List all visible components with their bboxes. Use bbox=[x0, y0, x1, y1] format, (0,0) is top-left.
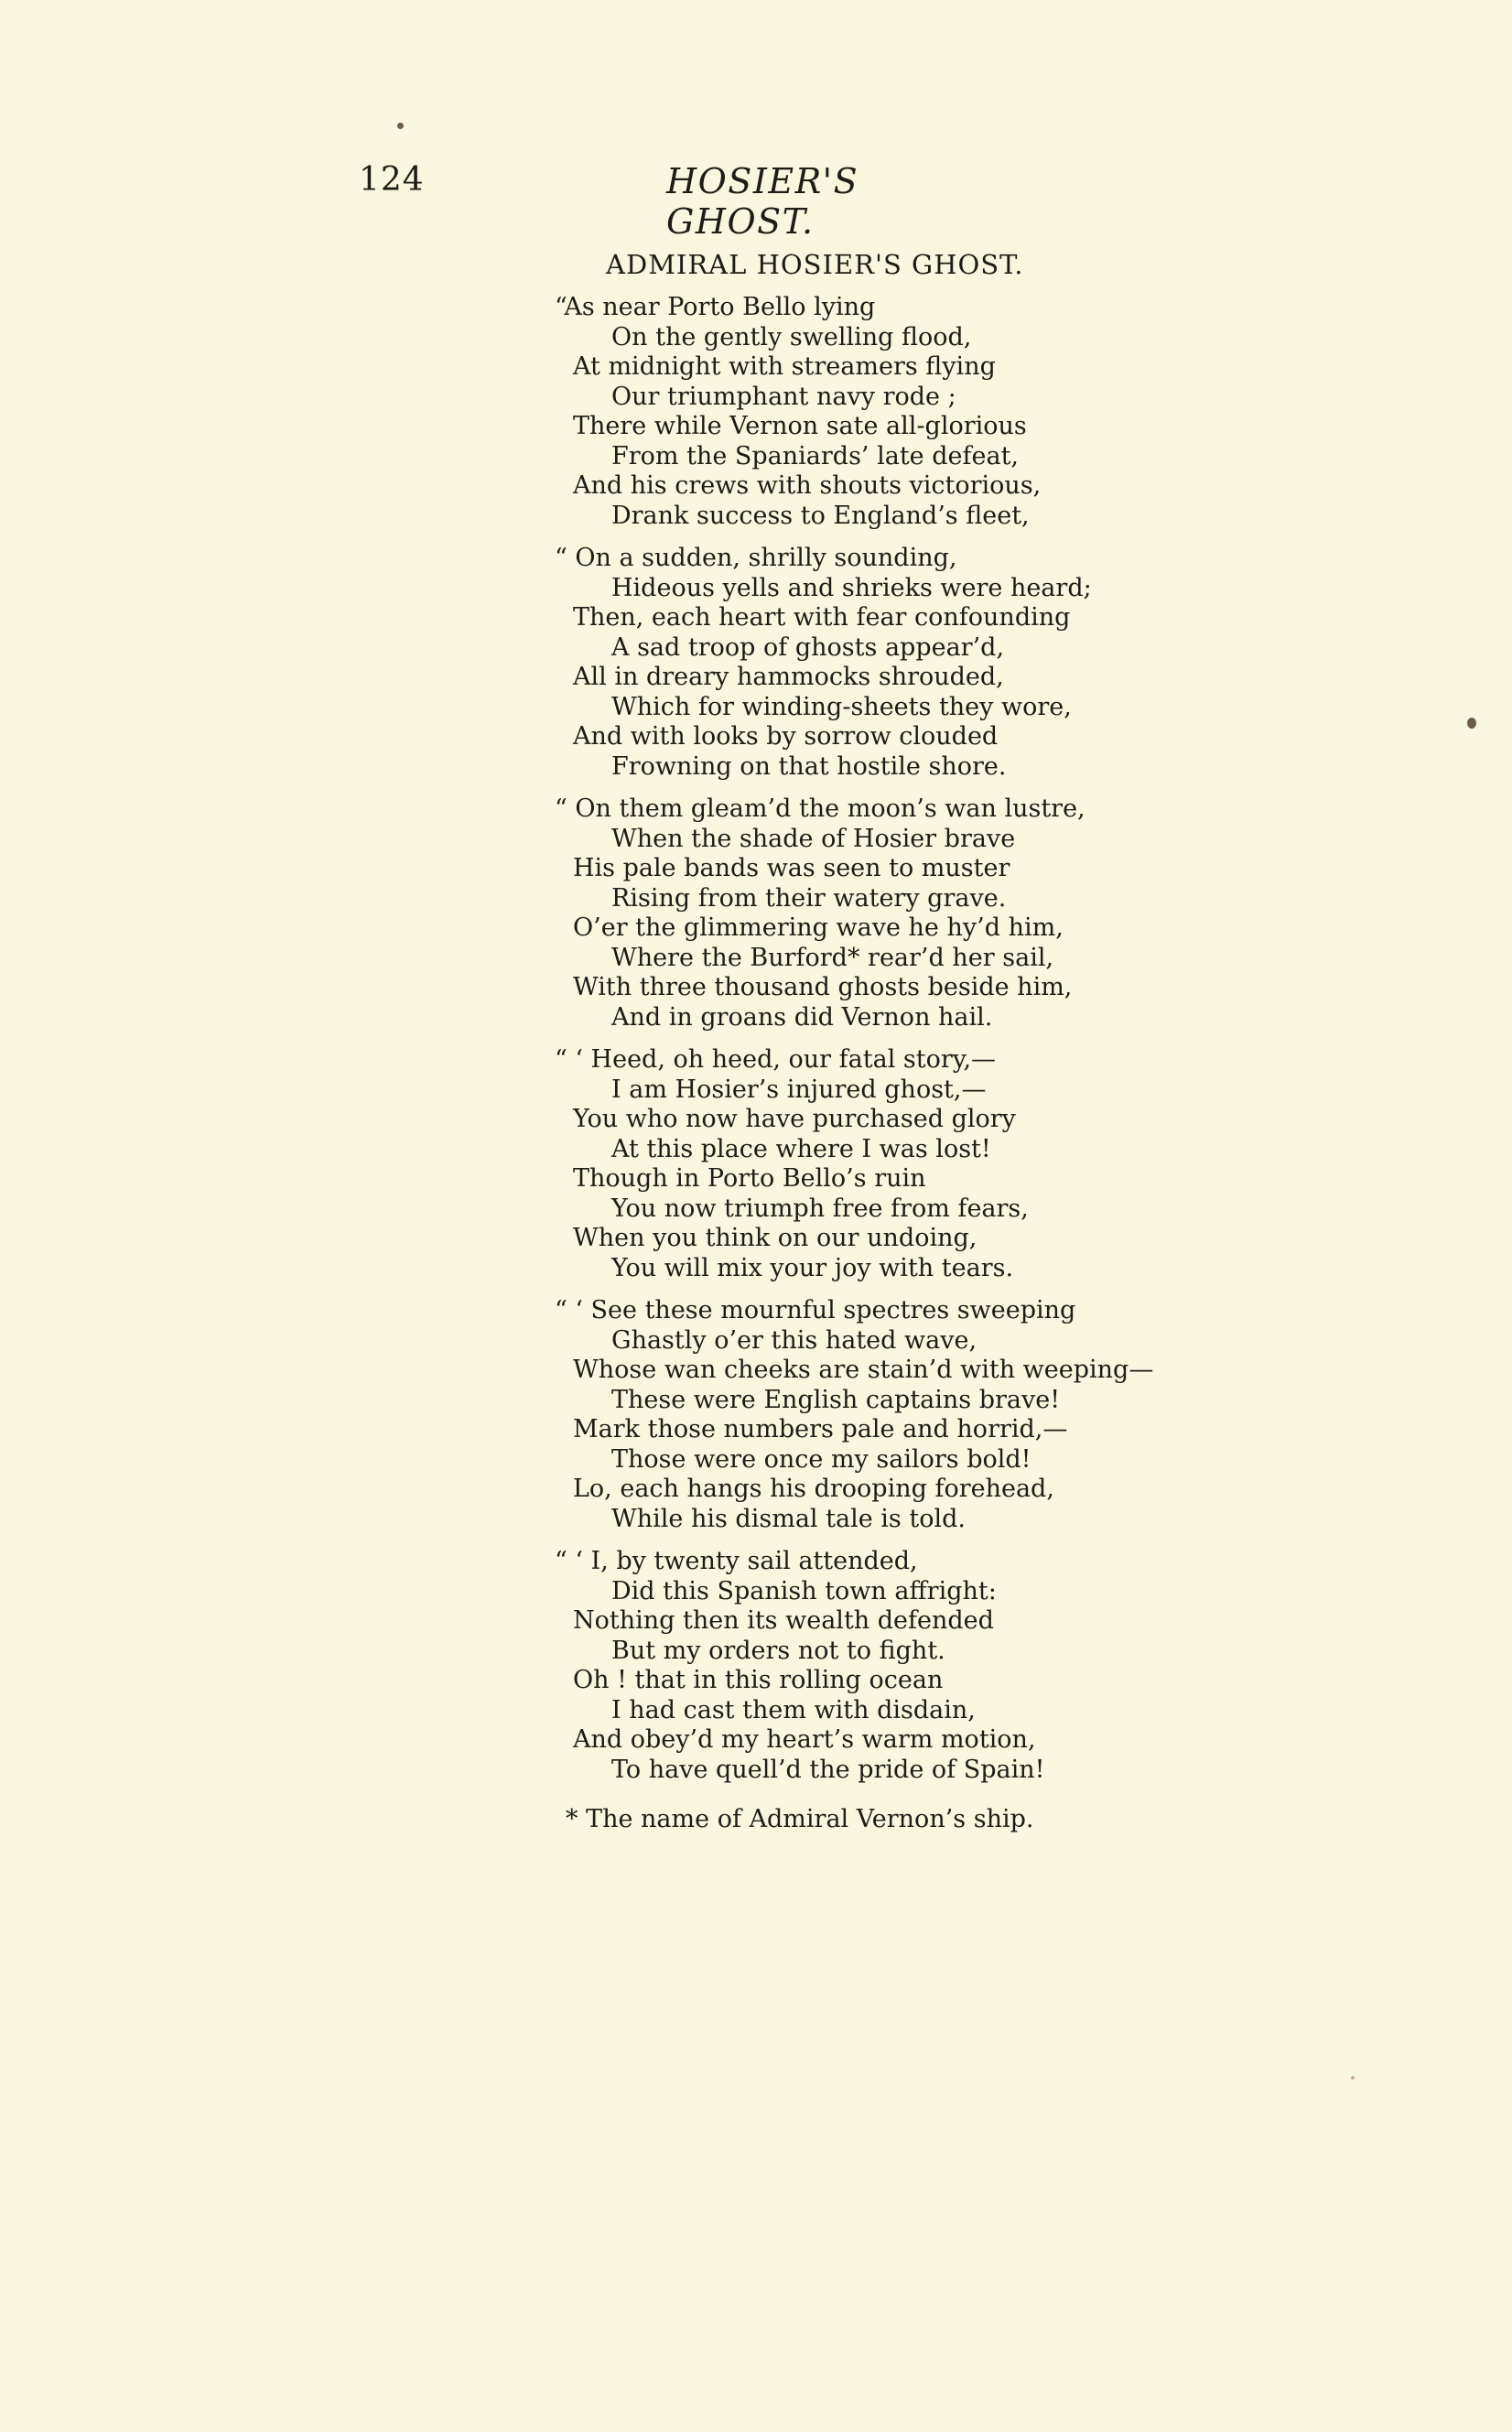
stanza bbox=[555, 794, 1195, 1032]
verse-line: To have quell’d the pride of Spain! bbox=[611, 1755, 1045, 1784]
verse-line: “As near Porto Bello lying bbox=[555, 293, 876, 321]
verse-line: When you think on our undoing, bbox=[573, 1224, 977, 1252]
verse-line: Then, each heart with fear confounding bbox=[573, 603, 1071, 632]
verse-line: At this place where I was lost! bbox=[611, 1134, 991, 1163]
verse-line: All in dreary hammocks shrouded, bbox=[573, 663, 1004, 691]
verse-line: O’er the glimmering wave he hy’d him, bbox=[573, 913, 1064, 942]
poem-title: ADMIRAL HOSIER'S GHOST. bbox=[606, 249, 1024, 280]
verse-line: There while Vernon sate all-glorious bbox=[573, 412, 1027, 440]
verse-line: Lo, each hangs his drooping forehead, bbox=[573, 1475, 1054, 1503]
verse-line: With three thousand ghosts beside him, bbox=[573, 973, 1073, 1001]
verse-line: Oh ! that in this rolling ocean bbox=[573, 1666, 944, 1694]
verse-line: Which for winding-sheets they wore, bbox=[611, 692, 1072, 721]
verse-line: You now triumph free from fears, bbox=[611, 1194, 1029, 1223]
page-header bbox=[359, 161, 1018, 242]
verse-line: “ ‘ Heed, oh heed, our fatal story,— bbox=[555, 1045, 997, 1074]
verse-line: While his dismal tale is told. bbox=[611, 1504, 966, 1533]
verse-line: On the gently swelling flood, bbox=[611, 322, 972, 351]
verse-line: And obey’d my heart’s warm motion, bbox=[573, 1725, 1036, 1754]
verse-line: Rising from their watery grave. bbox=[611, 883, 1007, 913]
verse-line: Mark those numbers pale and horrid,— bbox=[573, 1415, 1068, 1443]
verse-line: You will mix your joy with tears. bbox=[611, 1253, 1014, 1282]
verse-line: Whose wan cheeks are stain’d with weeping— bbox=[573, 1356, 1154, 1384]
verse-line: Those were once my sailors bold! bbox=[611, 1444, 1031, 1474]
stanza bbox=[555, 1296, 1195, 1534]
stanza bbox=[555, 293, 1195, 531]
verse-line: Where the Burford* rear’d her sail, bbox=[611, 943, 1054, 972]
verse-line: And in groans did Vernon hail. bbox=[611, 1002, 993, 1032]
verse-line: But my orders not to fight. bbox=[611, 1636, 945, 1665]
verse-line: A sad troop of ghosts appear’d, bbox=[611, 632, 1005, 662]
verse-line: “ On a sudden, shrilly sounding, bbox=[555, 544, 957, 572]
verse-line: Though in Porto Bello’s ruin bbox=[573, 1164, 926, 1193]
verse-line: Ghastly o’er this hated wave, bbox=[611, 1325, 977, 1355]
verse-line: And his crews with shouts victorious, bbox=[573, 471, 1042, 500]
running-title: HOSIER'S GHOST. bbox=[666, 161, 859, 242]
ink-speck bbox=[397, 123, 404, 129]
verse-line: Our triumphant navy rode ; bbox=[611, 382, 956, 411]
verse-line: “ ‘ I, by twenty sail attended, bbox=[555, 1547, 918, 1575]
verse-line: And with looks by sorrow clouded bbox=[573, 722, 999, 751]
verse-line: You who now have purchased glory bbox=[573, 1105, 1016, 1133]
verse-line: At midnight with streamers flying bbox=[573, 352, 996, 381]
verse-line: I had cast them with disdain, bbox=[611, 1695, 976, 1724]
stanza bbox=[555, 1045, 1195, 1283]
verse-line: Frowning on that hostile shore. bbox=[611, 751, 1007, 781]
verse-line: Hideous yells and shrieks were heard; bbox=[611, 573, 1092, 602]
page-number: 124 bbox=[359, 161, 425, 199]
verse-line: These were English captains brave! bbox=[611, 1385, 1061, 1414]
verse-line: “ ‘ See these mournful spectres sweeping bbox=[555, 1296, 1076, 1324]
poem bbox=[555, 249, 1195, 1834]
stanza bbox=[555, 544, 1195, 782]
ink-speck bbox=[1467, 718, 1476, 729]
verse-line: Drank success to England’s fleet, bbox=[611, 501, 1030, 530]
ink-speck bbox=[1351, 2076, 1355, 2080]
verse-line: I am Hosier’s injured ghost,— bbox=[611, 1075, 987, 1104]
verse-line: “ On them gleam’d the moon’s wan lustre, bbox=[555, 794, 1085, 823]
verse-line: When the shade of Hosier brave bbox=[611, 824, 1016, 853]
verse-line: Did this Spanish town affright: bbox=[611, 1576, 997, 1605]
verse-line: His pale bands was seen to muster bbox=[573, 854, 1010, 882]
stanza bbox=[555, 1547, 1195, 1785]
footnote: * The name of Admiral Vernon’s ship. bbox=[566, 1805, 1034, 1833]
verse-line: From the Spaniards’ late defeat, bbox=[611, 441, 1019, 470]
verse-line: Nothing then its wealth defended bbox=[573, 1606, 994, 1635]
